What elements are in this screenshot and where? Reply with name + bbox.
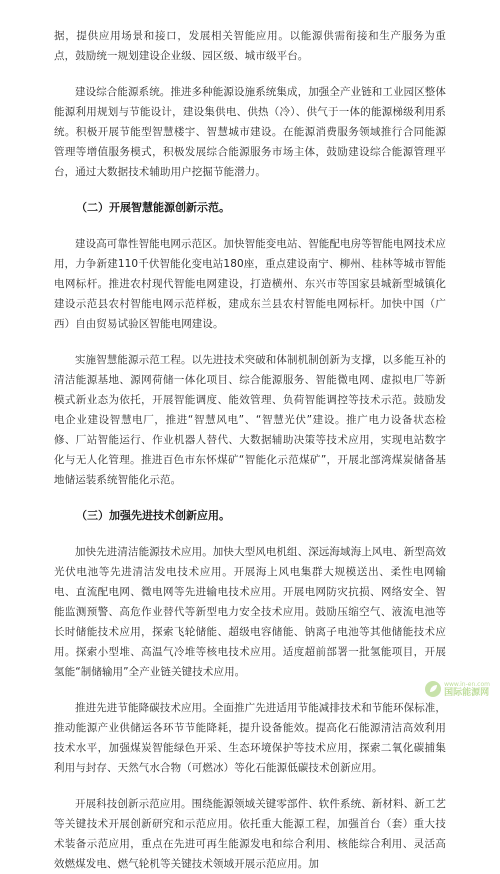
paragraph: 加快先进清洁能源技术应用。加快大型风电机组、深远海域海上风电、新型高效光伏电池等先进清洁发电技术应用。开展海上风电集群大规模送出、柔性电网输电、直流配电网、微电网等先进输电技术应用。开展电网防灾抗损、网络安全、智能监测预警、高危作业替代等新型电力安全技术应用。鼓励压缩空气、液流电池等长时储能技术应用，探索飞轮储能、超级电容储能、钠离子电池等其他储能技术应用。探索小型堆、高温气冷堆等核电技术应用。适度超前部署一批氢能项目，开展氢能“制储输用”全产业链关键技术应用。 (54, 546, 446, 678)
watermark-url: www.in-en.com (444, 681, 490, 688)
paragraph: 建设综合能源系统。推进多种能源设施系统集成，加强全产业链和工业园区整体能源利用规划与节能设计，建设集供电、供热（冷）、供气于一体的能源梯级利用系统。积极开展节能型智慧楼宇、智慧城市建设。在能源消费服务领域推行合同能源管理等增值服务模式，积极发展综合能源服务市场主体，鼓励建设综合能源管理平台，通过大数据技术辅助用户挖掘节能潜力。 (54, 86, 446, 178)
section-heading: （三）加强先进技术创新应用。 (76, 509, 230, 522)
watermark-name: 国际能源网 (444, 688, 490, 698)
section-heading: （二）开展智慧能源创新示范。 (76, 201, 230, 214)
paragraph: 据，提供应用场景和接口，发展相关智能应用。以能源供需衔接和生产服务为重点，鼓励统一规划建设企业级、园区级、城市级平台。 (54, 30, 446, 62)
paragraph: 开展科技创新示范应用。围绕能源领域关键零部件、软件系统、新材料、新工艺等关键技术开展创新研究和示范应用。依托重大能源工程，加强首台（套）重大技术装备示范应用，重点在先进可再生能源发电和综合利用、核能综合利用、灵活高效燃煤发电、燃气轮机等关键技术领域开展示范应用。加 (54, 798, 446, 870)
paragraph: 推进先进节能降碳技术应用。全面推广先进适用节能减排技术和节能环保标准，推动能源产业供储运各环节节能降耗，提升设备能效。提高化石能源清洁高效利用技术水平，加强煤炭智能绿色开采、生态环境保护等技术应用，探索二氧化碳捕集利用与封存、天然气水合物（可燃冰）等化石能源低碳技术创新应用。 (54, 702, 446, 774)
watermark (425, 680, 490, 698)
leaf-logo-icon (425, 681, 441, 697)
paragraph: 实施智慧能源示范工程。以先进技术突破和体制机制创新为支撑，以多能互补的清洁能源基地、源网荷储一体化项目、综合能源服务、智能微电网、虚拟电厂等新模式新业态为依托，开展智能调度、能效管理、负荷智能调控等技术示范。鼓励发电企业建设智慧电厂，推进“智慧风电”、“智慧光伏”建设。推广电力设备状态检修、厂站智能运行、作业机器人替代、大数据辅助决策等技术应用，实现电站数字化与无人化管理。推进百色市东怀煤矿“智能化示范煤矿”，开展北部湾煤炭储备基地储运装系统智能化示范。 (54, 354, 446, 486)
paragraph: 建设高可靠性智能电网示范区。加快智能变电站、智能配电房等智能电网技术应用，力争新建110千伏智能化变电站180座，重点建设南宁、柳州、桂林等城市智能电网标杆。推进农村现代智能电网建设，打造横州、东兴市等国家县城新型城镇化建设示范县农村智能电网示范样板，建成东兰县农村智能电网标杆。加快中国（广西）自由贸易试验区智能电网建设。 (54, 238, 446, 330)
